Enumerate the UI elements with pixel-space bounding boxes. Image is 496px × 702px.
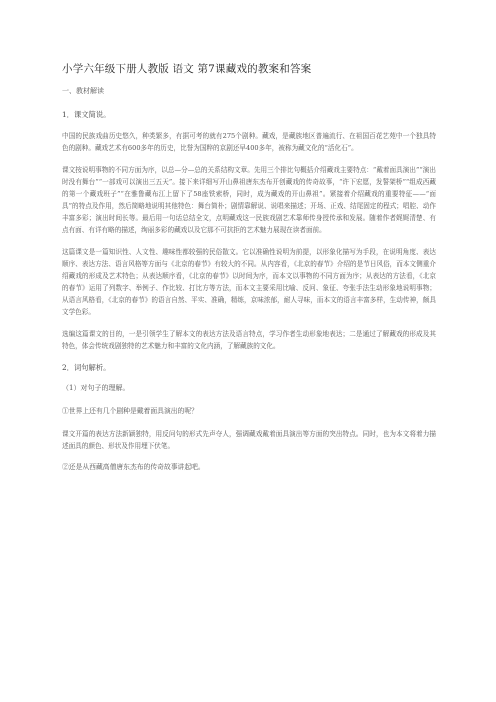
paragraph-structure: 课文按说明事物的不同方面为序，以总—分—总的关系结构文章。先用三个排比句概括介绍藏戏主要特点：“戴着面具演出”“演出时没有舞台”“一部戏可以演出三五天”。接下来详细写开山鼻祖唐东杰布开创藏戏的传奇故事，“许下宏愿，发誓架桥”“组成西藏的第一个藏戏班子”“在雅鲁藏布江上留下了58座铁索桥，同时，成为藏戏的开山鼻祖”。紧接着介绍藏戏的重要特征——“面具”的特点及作用，然后简略地说明其他特色：舞台简朴；剧情靠解说、说唱来描述；开场、正戏、结尾固定的程式；唱腔、动作丰富多彩；演出时间长等。最后用一句话总结全文，点明藏戏这一民族戏剧艺术靠师传身授传承和发展。随着作者娓娓清楚、有点有面、有详有略的描述，绚丽多彩的藏戏以及它那不可抗拒的艺术魅力展现在读者面前。 xyxy=(62,166,436,234)
paragraph-comparison: 这篇课文是一篇知识性、人文性、趣味性都较强的民俗散文。它以准确性说明为前提，以形象化描写为手段，在说明角度、表达顺序、表达方法、语言风格等方面与《北京的春节》有较大的不同。从内容看，《北京的春节》介绍的是节日风俗，而本文侧重介绍藏戏的形成及艺术特色；从表达顺序看，《北京的春节》以时间为序，而本文以事物的不同方面为序；从表达的方法看，《北京的春节》运用了列数字、举例子、作比较、打比方等方法，而本文主要采用比喻、反问、象征、夸张手法生动形象地说明事物；从语言风格看，《北京的春节》的语言自然、平实、准确，精练，京味浓郁，耐人寻味，而本文的语言丰富多样，生动传神，颇具文学色彩。 xyxy=(62,248,436,316)
paragraph-sentence-1-analysis: 课文开篇的表达方法新颖独特，用反问句的形式先声夺人，强调藏戏戴着面具演出等方面的突出特点。同时，也为本文将着力描述面具的颜色、形状及作用埋下伏笔。 xyxy=(62,430,436,450)
quote-sentence-2: ②还是从西藏高僧唐东杰布的传奇故事讲起吧。 xyxy=(62,463,205,471)
subheading-word-analysis: 2．词句解析。 xyxy=(62,363,111,372)
subheading-sentence-understanding: （1）对句子的理解。 xyxy=(62,384,130,392)
quote-sentence-1: ①世界上还有几个剧种是戴着面具演出的呢？ xyxy=(62,407,198,415)
document-title: 小学六年级下册人教版 语文 第7课藏戏的教案和答案 xyxy=(62,63,312,75)
paragraph-purpose: 选编这篇课文的目的，一是引领学生了解本文的表达方法及语言特点，学习作者生动形象地表达；二是通过了解藏戏的形成及其特色，体会传统戏剧独特的艺术魅力和丰富的文化内涵，了解藏族的文化。 xyxy=(62,330,436,350)
paragraph-intro: 中国的民族戏曲历史悠久，种类繁多，有据可考的就有275个剧种。藏戏，是藏族地区普遍流行、在祖国百花艺苑中一个独具特色的剧种。藏戏艺术有600多年的历史，比誉为国粹的京剧还早400多年，被称为藏文化的“活化石”。 xyxy=(62,132,436,152)
document-page xyxy=(62,62,436,484)
subheading-text-summary: 1．课文简说。 xyxy=(62,110,111,119)
section-heading-teaching-material: 一、教材解读 xyxy=(62,87,104,95)
